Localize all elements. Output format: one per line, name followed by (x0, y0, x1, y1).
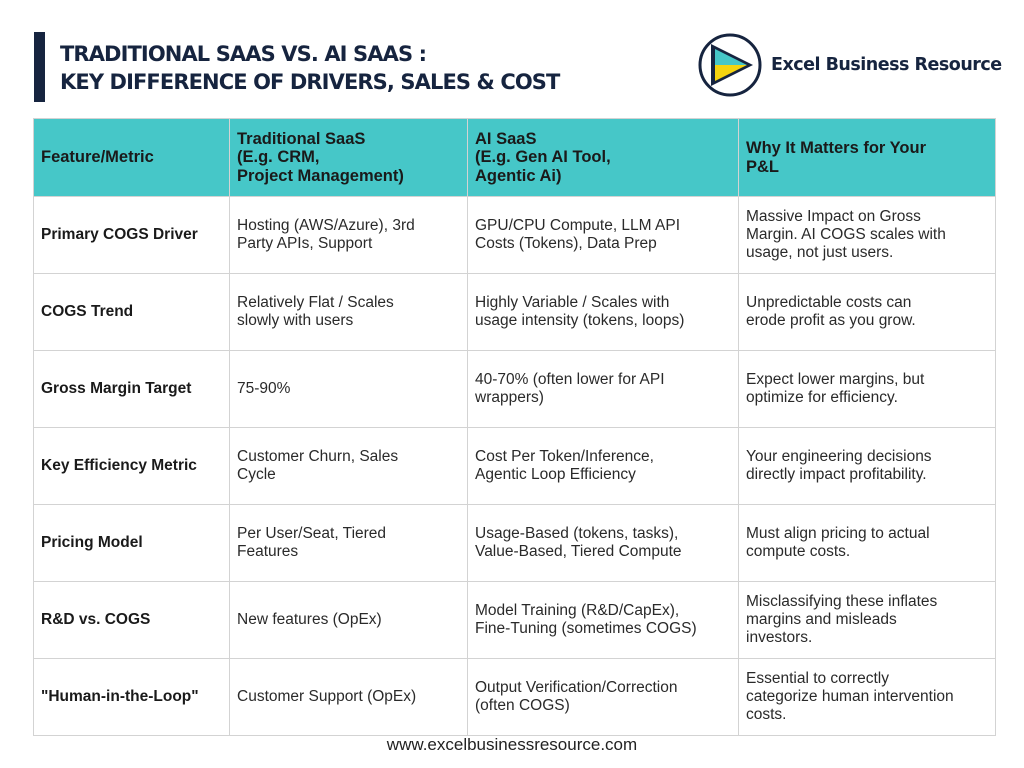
cell-line: (often COGS) (475, 697, 570, 714)
table-cell (230, 428, 468, 505)
logo-icon (697, 32, 763, 98)
feature-cell (34, 274, 230, 351)
cell-line: Must align pricing to actual (746, 525, 930, 542)
cell-line: Massive Impact on Gross (746, 208, 921, 225)
cell-line: Costs (Tokens), Data Prep (475, 235, 657, 252)
feature-cell (34, 351, 230, 428)
cell-line: Expect lower margins, but (746, 371, 925, 388)
table-header (34, 119, 996, 197)
table-cell (739, 659, 996, 736)
cell-line: Party APIs, Support (237, 235, 373, 252)
cell-line: Pricing Model (41, 534, 143, 551)
column-header (230, 119, 468, 197)
cell-line: Essential to correctly (746, 670, 889, 687)
cell-line: R&D vs. COGS (41, 611, 151, 628)
cell-line: COGS Trend (41, 303, 134, 320)
cell-line: Key Efficiency Metric (41, 457, 197, 474)
feature-cell (34, 582, 230, 659)
table-cell (230, 582, 468, 659)
column-header (468, 119, 739, 197)
title-accent-bar (34, 32, 45, 102)
table-cell (468, 428, 739, 505)
cell-line: (E.g. Gen AI Tool, (475, 148, 611, 167)
brand-logo (697, 32, 1002, 98)
table-cell (739, 351, 996, 428)
page-title (60, 40, 559, 96)
table-cell (468, 582, 739, 659)
column-header (34, 119, 230, 197)
cell-line: P&L (746, 157, 779, 176)
table-row (34, 582, 996, 659)
table-row (34, 274, 996, 351)
table-cell (739, 505, 996, 582)
table-row (34, 505, 996, 582)
cell-line: GPU/CPU Compute, LLM API (475, 217, 681, 234)
cell-line: Relatively Flat / Scales (237, 294, 394, 311)
header-row (34, 119, 996, 197)
cell-line: Hosting (AWS/Azure), 3rd (237, 217, 415, 234)
table-cell (739, 274, 996, 351)
cell-line: slowly with users (237, 312, 354, 329)
feature-cell (34, 505, 230, 582)
cell-line: Customer Churn, Sales (237, 448, 399, 465)
cell-line: Gross Margin Target (41, 380, 192, 397)
cell-line: erode profit as you grow. (746, 312, 916, 329)
table-row (34, 428, 996, 505)
table-cell (230, 659, 468, 736)
cell-line: 40-70% (often lower for API (475, 371, 665, 388)
logo-text: Excel Business Resource (771, 55, 1002, 75)
cell-line: compute costs. (746, 543, 851, 560)
cell-line: Project Management) (237, 166, 404, 185)
table-cell (468, 274, 739, 351)
table-cell (739, 582, 996, 659)
comparison-table (33, 118, 996, 736)
title-line-1: TRADITIONAL SAAS VS. AI SAAS : (60, 42, 427, 66)
table-cell (739, 197, 996, 274)
table-cell (230, 274, 468, 351)
cell-line: AI SaaS (475, 129, 537, 148)
cell-line: usage, not just users. (746, 244, 894, 261)
table-row (34, 659, 996, 736)
cell-line: investors. (746, 629, 813, 646)
cell-line: usage intensity (tokens, loops) (475, 312, 685, 329)
table-body (34, 197, 996, 736)
table-cell (230, 197, 468, 274)
cell-line: Fine-Tuning (sometimes COGS) (475, 620, 697, 637)
cell-line: Features (237, 543, 299, 560)
feature-cell (34, 428, 230, 505)
cell-line: Output Verification/Correction (475, 679, 678, 696)
cell-line: categorize human intervention (746, 688, 954, 705)
cell-line: Cycle (237, 466, 276, 483)
cell-line: directly impact profitability. (746, 466, 927, 483)
table-cell (230, 505, 468, 582)
title-line-2: KEY DIFFERENCE OF DRIVERS, SALES & COST (60, 70, 560, 94)
table-cell (468, 505, 739, 582)
cell-line: Your engineering decisions (746, 448, 932, 465)
cell-line: optimize for efficiency. (746, 389, 898, 406)
cell-line: Usage-Based (tokens, tasks), (475, 525, 679, 542)
cell-line: Model Training (R&D/CapEx), (475, 602, 680, 619)
cell-line: wrappers) (475, 389, 544, 406)
feature-cell (34, 197, 230, 274)
cell-line: Agentic Ai) (475, 166, 562, 185)
feature-cell (34, 659, 230, 736)
cell-line: Agentic Loop Efficiency (475, 466, 636, 483)
cell-line: Margin. AI COGS scales with (746, 226, 946, 243)
cell-line: "Human-in-the-Loop" (41, 688, 199, 705)
cell-line: margins and misleads (746, 611, 897, 628)
table-cell (468, 659, 739, 736)
cell-line: (E.g. CRM, (237, 148, 320, 167)
cell-line: New features (OpEx) (237, 611, 382, 628)
table-cell (739, 428, 996, 505)
footer-url: www.excelbusinessresource.com (386, 735, 638, 754)
cell-line: Per User/Seat, Tiered (237, 525, 387, 542)
column-header (739, 119, 996, 197)
table-cell (230, 351, 468, 428)
cell-line: Highly Variable / Scales with (475, 294, 670, 311)
cell-line: Feature/Metric (41, 148, 154, 167)
table-row (34, 197, 996, 274)
cell-line: 75-90% (237, 380, 291, 397)
cell-line: Cost Per Token/Inference, (475, 448, 654, 465)
table-cell (468, 197, 739, 274)
cell-line: Misclassifying these inflates (746, 593, 938, 610)
cell-line: Why It Matters for Your (746, 139, 926, 157)
cell-line: Primary COGS Driver (41, 226, 198, 243)
cell-line: Value-Based, Tiered Compute (475, 543, 682, 560)
table-row (34, 351, 996, 428)
cell-line: Unpredictable costs can (746, 294, 912, 311)
cell-line: costs. (746, 706, 787, 723)
cell-line: Customer Support (OpEx) (237, 688, 417, 705)
table-cell (468, 351, 739, 428)
cell-line: Traditional SaaS (237, 129, 366, 148)
